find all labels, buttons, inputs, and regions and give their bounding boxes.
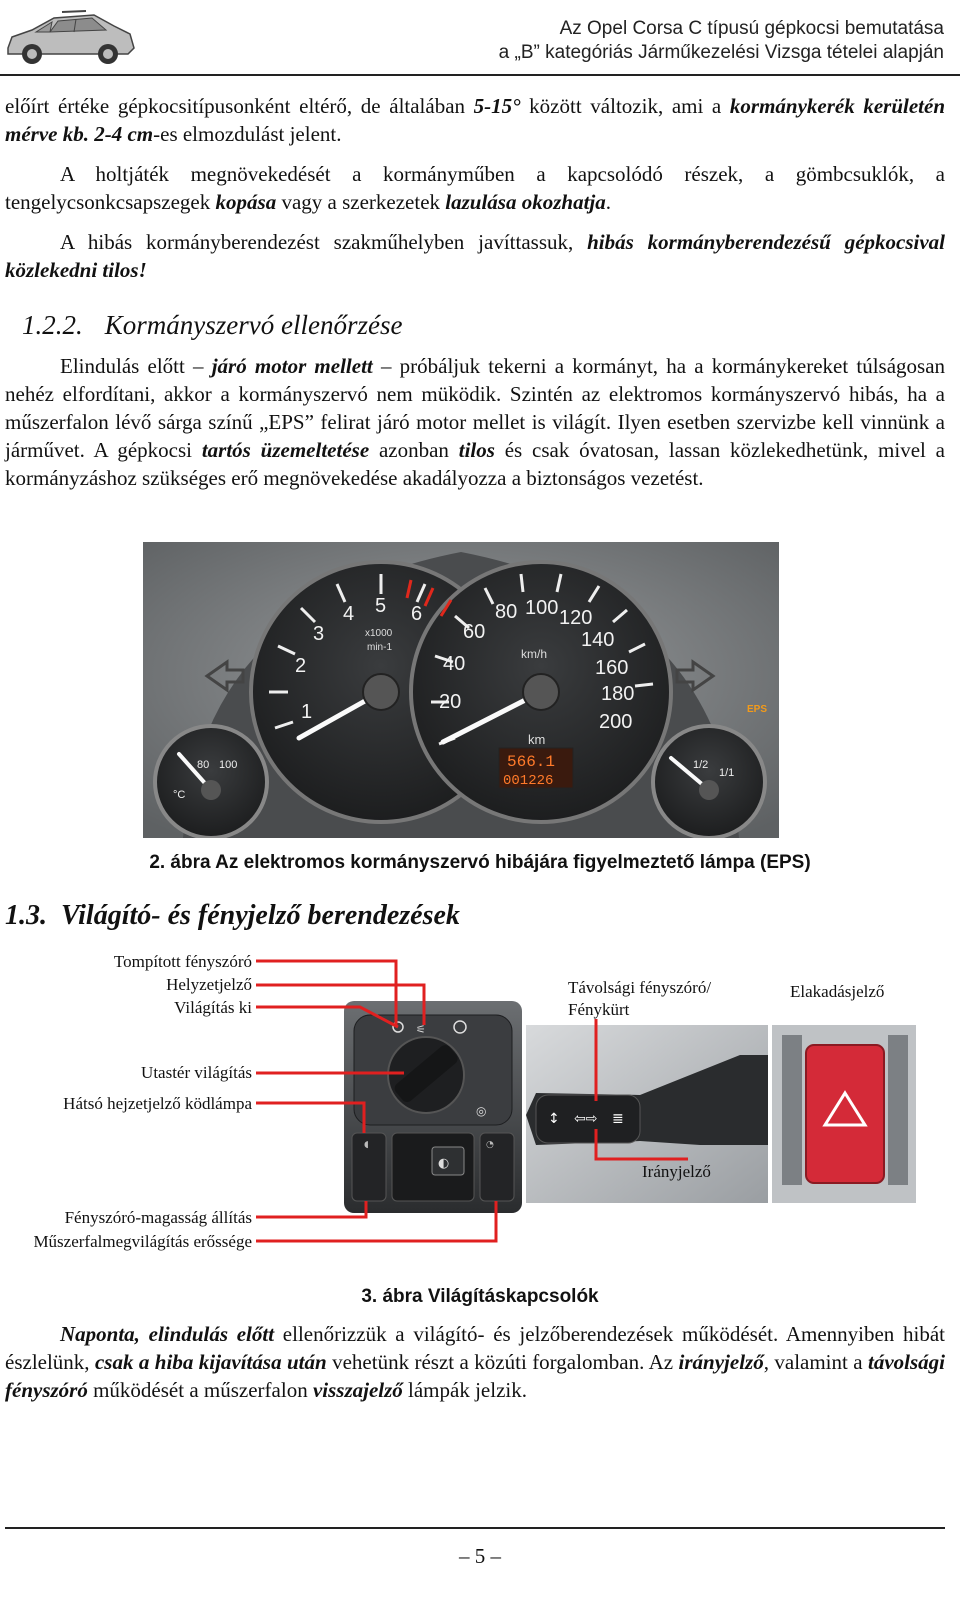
temp-80: 80 xyxy=(197,759,210,771)
odometer-total: 001226 xyxy=(503,773,554,789)
paragraph-faulty-steering: A hibás kormányberendezést szakműhelyben javíttassuk, hibás kormányberendezésű gépkocsival közlekedni tilos! xyxy=(5,230,945,282)
speed-tick-160: 160 xyxy=(595,657,629,679)
paragraph-daily-light-check: Naponta, elindulás előtt ellenőrizzük a világító- és jelzőberendezések működését. Amennyiben hibát észlelünk, csak a hiba kijavítása után vehetünk részt a közúti forgalomban. Az irányjelző, valamint a távolsági fényszóró működését a műszerfalon visszajelző lámpák jelzik. xyxy=(5,1322,946,1402)
label-rear-fog: Hátsó hejzetjelző ködlámpa xyxy=(63,1094,252,1113)
opel-corsa-car-illustration xyxy=(2,4,138,70)
header-line-2: a „B” kategóriás Járműkezelési Vizsga tételei alapján xyxy=(498,42,944,63)
tach-tick-1: 1 xyxy=(301,701,313,723)
paragraph-power-steering-check: Elindulás előtt – járó motor mellett – próbáljuk tekerni a kormányt, ha a kormánykereket túlságosan nehéz elfordítani, akkor a kormányszervó nem müködik. Szintén az elektromos kormányszervó hibás, ha a műszerfalon lévő sárga színű „EPS” felirat járó motor mellet is világít. Ilyen esetben szervizbe kell vinnünk a járművet. A gépkocsi tartós üzemeltetése azonban tilos és csak óvatosan, lassan közlekedhetünk, mivel a kormányzáshoz szükséges erő megnövekedése akadályozza a biztonságos vezetést. xyxy=(5,354,946,490)
section-heading-lighting: 1.3. Világító- és fényjelző berendezések xyxy=(5,900,460,931)
temp-100: 100 xyxy=(219,759,238,771)
lighting-switches-figure xyxy=(0,945,960,1255)
tach-tick-2: 2 xyxy=(295,655,307,677)
fog-lamp-icon: ◎ xyxy=(476,1104,487,1118)
temp-celsius: °C xyxy=(173,789,186,801)
speed-tick-180: 180 xyxy=(601,683,635,705)
section-heading-power-steering: 1.2.2. Kormányszervó ellenőrzése xyxy=(22,310,403,340)
label-main-beam-2: Fénykürt xyxy=(568,1000,630,1019)
header-divider xyxy=(0,74,960,76)
speed-tick-200: 200 xyxy=(599,711,633,733)
label-interior-light: Utastér világítás xyxy=(141,1063,252,1082)
label-hazard: Elakadásjelző xyxy=(790,982,885,1001)
tach-unit-x1000: x1000 xyxy=(365,628,393,639)
label-dash-dimmer: Műszerfalmegvilágítás erőssége xyxy=(33,1232,252,1251)
parking-light-icon: ⚟ xyxy=(416,1023,426,1036)
km-label: km xyxy=(528,732,546,747)
speed-tick-60: 60 xyxy=(463,621,486,643)
tach-tick-3: 3 xyxy=(313,623,325,645)
indicator-arrows-icon: ⇦⇨ xyxy=(574,1111,598,1127)
label-parking-light: Helyzetjelző xyxy=(166,975,252,994)
speed-unit: km/h xyxy=(521,647,548,661)
speed-tick-20: 20 xyxy=(439,691,462,713)
label-lights-off: Világítás ki xyxy=(174,998,252,1017)
figure-2-caption: 2. ábra Az elektromos kormányszervó hibájára figyelmeztető lámpa (EPS) xyxy=(149,852,811,873)
tach-tick-6: 6 xyxy=(411,603,423,625)
speed-tick-140: 140 xyxy=(581,629,615,651)
eps-warning-lamp: EPS xyxy=(747,704,768,715)
label-headlight-level: Fényszóró-magasság állítás xyxy=(64,1208,252,1227)
speed-tick-80: 80 xyxy=(495,601,518,623)
label-main-beam-1: Távolsági fényszóró/ xyxy=(568,978,712,997)
flash-arrow-icon: ↕ xyxy=(548,1111,560,1127)
page-header xyxy=(0,0,960,78)
header-line-1: Az Opel Corsa C típusú gépkocsi bemutatása xyxy=(559,18,944,39)
header-title xyxy=(499,17,944,65)
speed-tick-100: 100 xyxy=(525,597,559,619)
speed-tick-120: 120 xyxy=(559,607,593,629)
figure-3-caption: 3. ábra Világításkapcsolók xyxy=(361,1286,599,1307)
instrument-cluster-photo xyxy=(143,542,779,838)
fuel-half: 1/2 xyxy=(693,759,709,771)
speed-tick-40: 40 xyxy=(443,653,466,675)
label-turn-signal: Irányjelző xyxy=(642,1162,711,1181)
tach-tick-5: 5 xyxy=(375,595,387,617)
paragraph-steering-play: előírt értéke gépkocsitípusonként eltérő, de általában 5-15° között változik, ami a kormánykerék kerületén mérve kb. 2-4 cm-es elmozdulást jelent. xyxy=(5,94,945,146)
footer-divider xyxy=(5,1527,945,1529)
headlight-level-icon: ◖ xyxy=(364,1140,369,1150)
dimmer-icon: ◔ xyxy=(486,1140,494,1150)
rear-fog-icon: ◐ xyxy=(438,1156,450,1171)
page-number: – 5 – xyxy=(459,1544,501,1568)
paragraph-play-causes: A holtjáték megnövekedését a kormányműben a kapcsolódó részek, a gömbcsuklók, a tengelycsonkcsapszegek kopása vagy a szerkezetek lazulása okozhatja. xyxy=(5,162,945,214)
label-dipped-beam: Tompított fényszóró xyxy=(113,952,252,971)
main-beam-icon: ≣ xyxy=(612,1111,624,1127)
tach-tick-4: 4 xyxy=(343,603,355,625)
fuel-full: 1/1 xyxy=(719,767,735,779)
tach-unit-min: min-1 xyxy=(367,642,393,653)
odometer-trip: 566.1 xyxy=(507,753,556,771)
